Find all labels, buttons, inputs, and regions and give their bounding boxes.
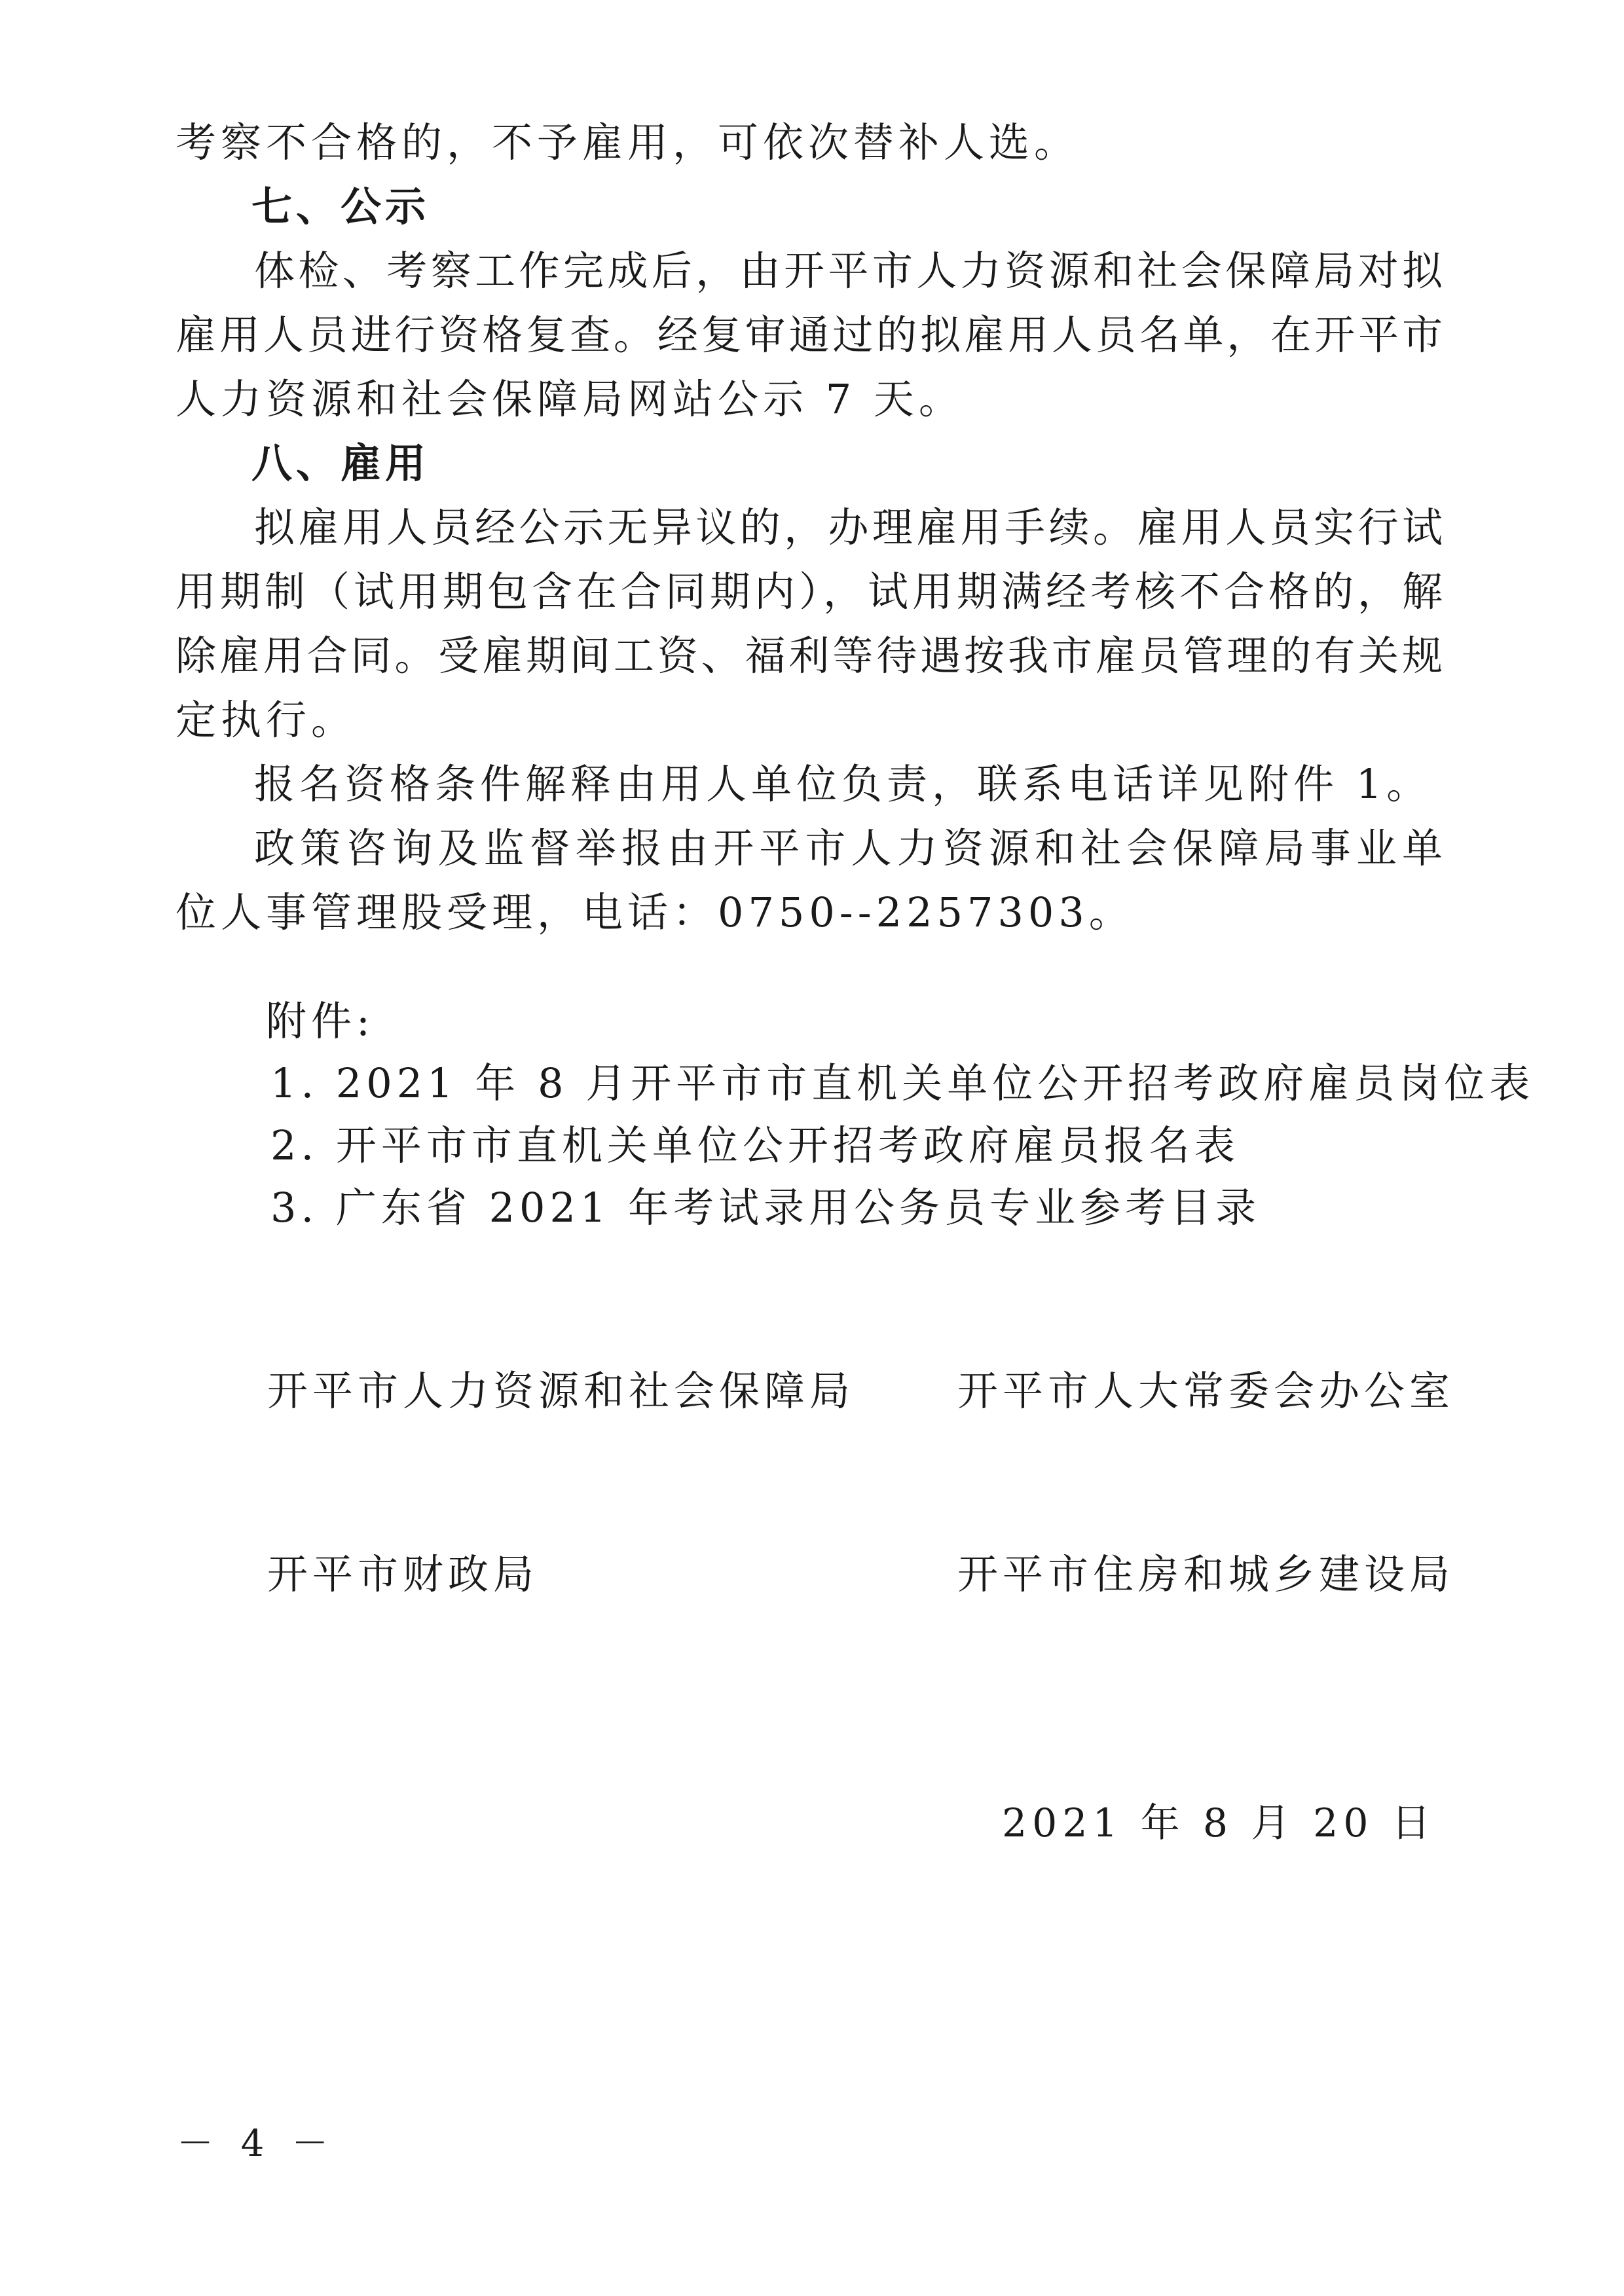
body-line-11: 位人事管理股受理，电话：0750--2257303。 — [175, 888, 1134, 936]
section-8-heading: 八、雇用 — [251, 439, 430, 487]
attachment-item-1: 1. 2021 年 8 月开平市市直机关单位公开招考政府雇员岗位表 — [270, 1059, 1535, 1107]
body-line-3: 雇用人员进行资格复查。经复审通过的拟雇用人员名单，在开平市 — [175, 311, 1443, 359]
body-line-2: 体检、考察工作完成后，由开平市人力资源和社会保障局对拟 — [254, 247, 1443, 295]
body-line-8: 定执行。 — [175, 696, 357, 744]
signature-org-1: 开平市人力资源和社会保障局 — [267, 1367, 855, 1415]
body-line-4: 人力资源和社会保障局网站公示 7 天。 — [175, 375, 964, 423]
attachment-item-3: 3. 广东省 2021 年考试录用公务员专业参考目录 — [270, 1184, 1261, 1231]
body-line-9: 报名资格条件解释由用人单位负责，联系电话详见附件 1。 — [254, 760, 1432, 808]
signature-org-2: 开平市人大常委会办公室 — [957, 1367, 1455, 1415]
body-line-1: 考察不合格的，不予雇用，可依次替补人选。 — [175, 118, 1080, 166]
signature-org-4: 开平市住房和城乡建设局 — [957, 1550, 1455, 1598]
document-date: 2021 年 8 月 20 日 — [1002, 1800, 1436, 1846]
body-line-7: 除雇用合同。受雇期间工资、福利等待遇按我市雇员管理的有关规 — [175, 632, 1443, 680]
attachments-label: 附件: — [266, 997, 375, 1045]
body-line-5: 拟雇用人员经公示无异议的，办理雇用手续。雇用人员实行试 — [254, 503, 1443, 551]
section-7-heading: 七、公示 — [251, 183, 430, 230]
attachment-item-2: 2. 开平市市直机关单位公开招考政府雇员报名表 — [270, 1121, 1240, 1169]
body-line-6: 用期制（试用期包含在合同期内），试用期满经考核不合格的，解 — [175, 568, 1443, 615]
signature-org-3: 开平市财政局 — [267, 1550, 539, 1598]
body-line-10: 政策咨询及监督举报由开平市人力资源和社会保障局事业单 — [254, 824, 1443, 872]
page-number: － 4 － — [177, 2123, 337, 2165]
